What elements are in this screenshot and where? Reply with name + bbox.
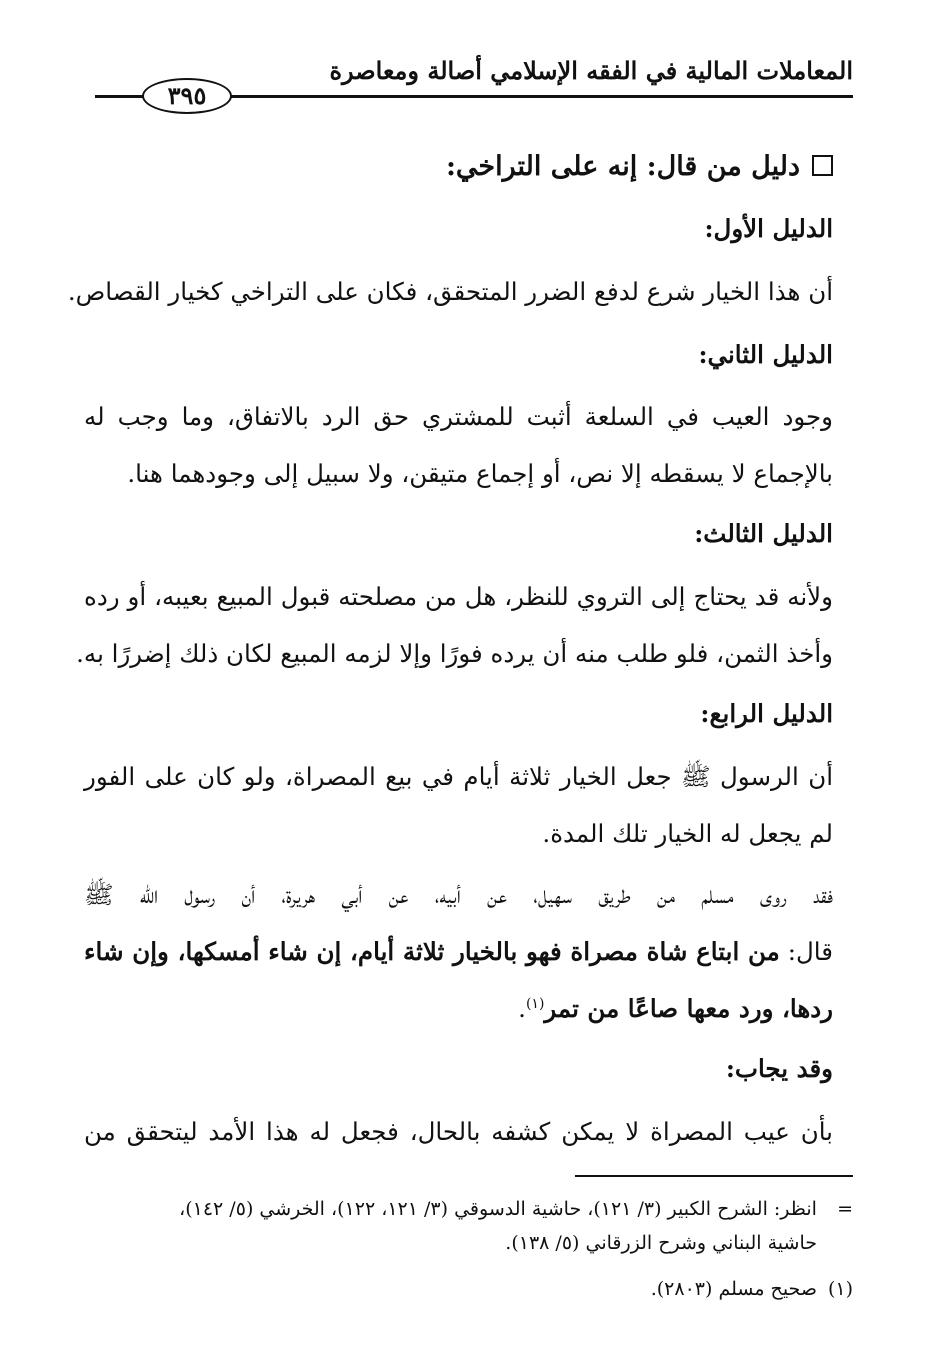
evidence1-heading: الدليل الأول: [704, 214, 833, 243]
footnote-marker: (١) [827, 1278, 853, 1300]
page-number: ٣٩٥ [142, 78, 232, 114]
footnote-1 [651, 1272, 853, 1306]
hadith-prefix: قال: [779, 937, 833, 966]
footnote-text: صحيح مسلم (٢٨٠٣). [650, 1278, 817, 1300]
hadith-quote: من ابتاع شاة مصراة فهو بالخيار ثلاثة أيام، إن شاء أمسكها، وإن شاء [84, 937, 780, 966]
evidence3-line: ولأنه قد يحتاج إلى التروي للنظر، هل من مصلحته قبول المبيع بعيبه، أو رده [84, 582, 833, 611]
section-heading [446, 138, 833, 195]
evidence2-heading: الدليل الثاني: [698, 340, 833, 369]
hadith-line [84, 923, 833, 980]
hadith-line [518, 980, 833, 1037]
footnote-text: انظر: الشرح الكبير (٣/ ١٢١)، حاشية الدسوقي (٣/ ١٢١، ١٢٢)، الخرشي (٥/ ١٤٢)، [179, 1198, 817, 1220]
footnote-rule [575, 1175, 853, 1177]
evidence3-heading: الدليل الثالث: [694, 519, 833, 548]
response-heading: وقد يجاب: [725, 1054, 833, 1083]
response-line: بأن عيب المصراة لا يمكن كشفه بالحال، فجعل له هذا الأمد ليتحقق من [84, 1117, 833, 1146]
evidence1-text: أن هذا الخيار شرع لدفع الضرر المتحقق، فكان على التراخي كخيار القصاص. [67, 277, 833, 306]
footnote-ref[interactable]: (١) [525, 995, 545, 1012]
evidence4-heading: الدليل الرابع: [700, 699, 833, 728]
evidence4-line: لم يجعل له الخيار تلك المدة. [542, 819, 833, 848]
footnote-marker: = [837, 1198, 853, 1220]
hadith-line: فقد روى مسلم من طريق سهيل، عن أبيه، عن أبي هريرة، أن رسول الله ﷺ [84, 880, 833, 909]
hadith-quote: ردها، ورد معها صاعًا من تمر [544, 994, 833, 1023]
section-heading-text: دليل من قال: إنه على التراخي: [445, 151, 800, 182]
evidence2-line: بالإجماع لا يسقطه إلا نص، أو إجماع متيقن، ولا سبيل إلى وجودهما هنا. [127, 459, 833, 488]
hadith-end: . [518, 994, 526, 1023]
checkbox-icon [812, 155, 833, 176]
evidence3-line: وأخذ الثمن، فلو طلب منه أن يرده فورًا وإلا لزمه المبيع لكان ذلك إضررًا به. [76, 639, 833, 668]
evidence4-line: أن الرسول ﷺ جعل الخيار ثلاثة أيام في بيع المصراة، ولو كان على الفور [84, 762, 833, 791]
running-header-title: المعاملات المالية في الفقه الإسلامي أصالة ومعاصرة [329, 56, 853, 85]
footnote-continuation: حاشية البناني وشرح الزرقاني (٥/ ١٣٨). [505, 1232, 817, 1254]
footnote-continuation [179, 1192, 853, 1226]
evidence2-line: وجود العيب في السلعة أثبت للمشتري حق الرد بالاتفاق، وما وجب له [84, 402, 833, 431]
